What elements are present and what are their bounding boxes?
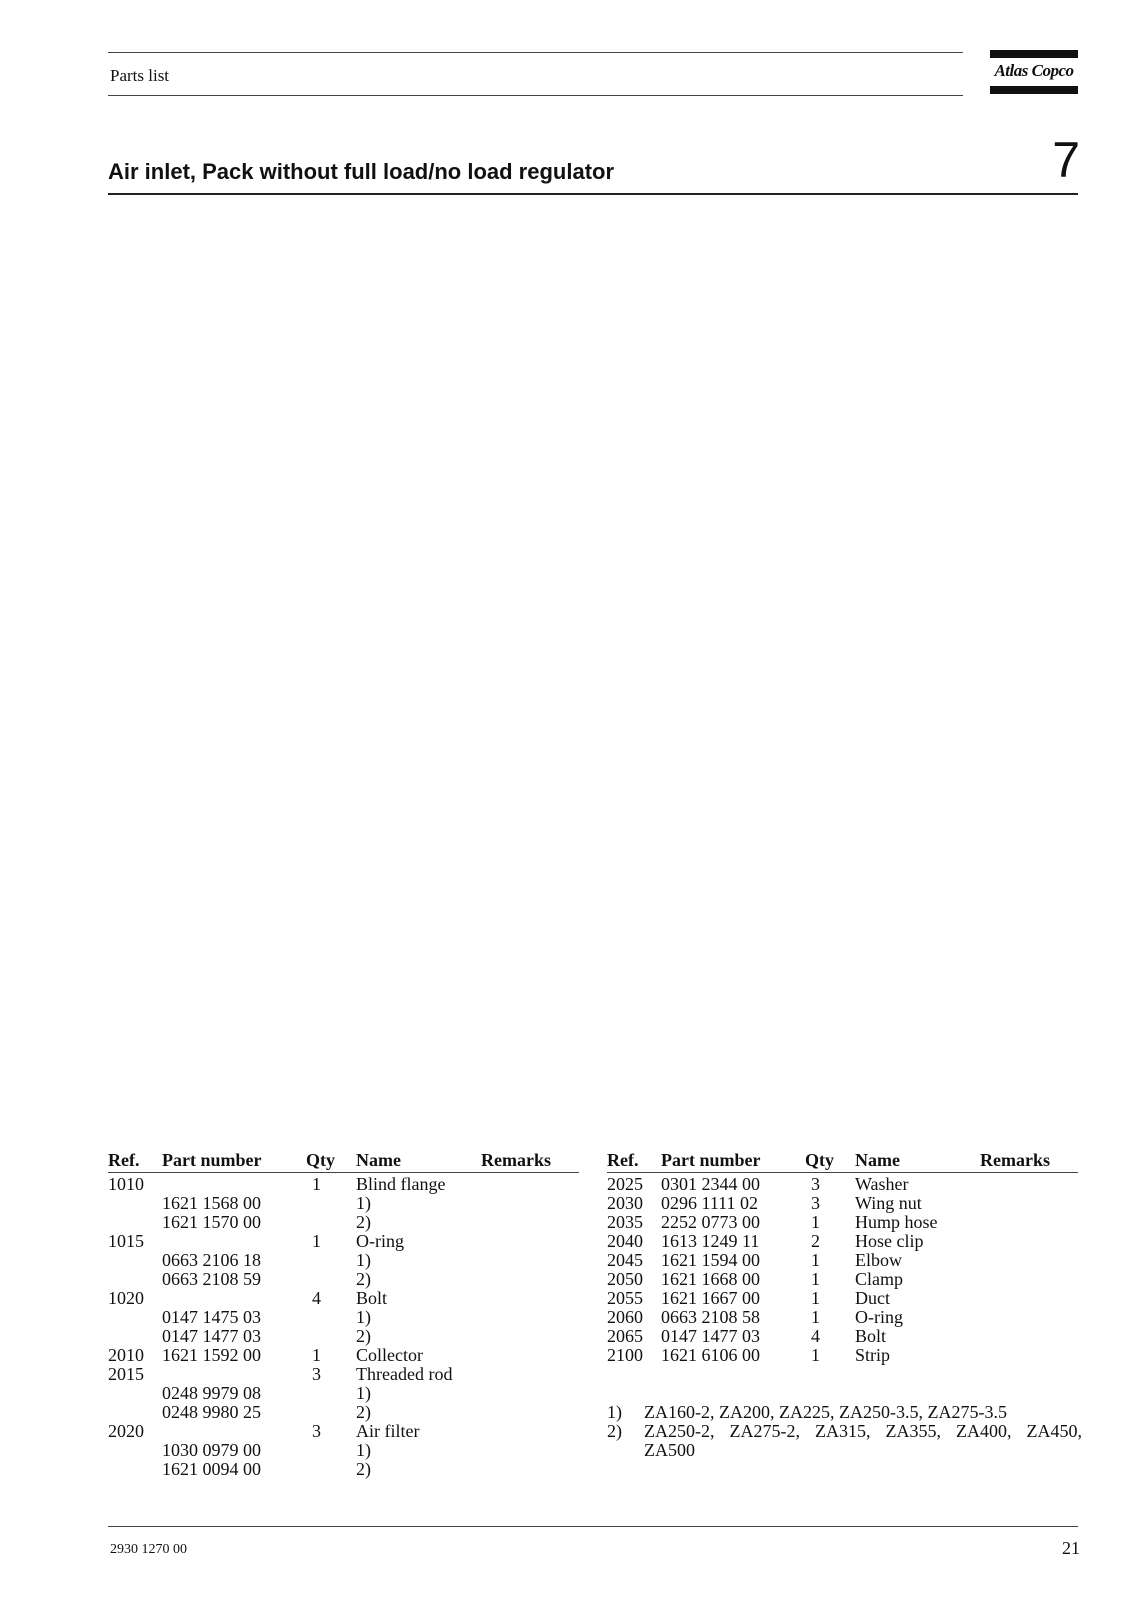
table-row xyxy=(108,1289,585,1308)
ref-cell: 2060 xyxy=(607,1307,643,1327)
table-row xyxy=(108,1194,585,1213)
part-number-cell: 1621 1667 00 xyxy=(661,1288,760,1308)
part-number-cell: 1621 1668 00 xyxy=(661,1269,760,1289)
part-number-cell: 0663 2108 58 xyxy=(661,1307,760,1327)
ref-cell xyxy=(108,1213,162,1232)
table-row xyxy=(108,1175,585,1194)
remarks-cell xyxy=(980,1270,1084,1289)
col-header-part-number: Part number xyxy=(661,1150,761,1170)
page-title: Air inlet, Pack without full load/no load regulator xyxy=(108,159,615,184)
col-header-remarks: Remarks xyxy=(481,1150,551,1170)
ref-cell xyxy=(108,1270,162,1289)
name-cell: Air filter xyxy=(356,1421,420,1441)
table-row xyxy=(108,1270,585,1289)
table-row xyxy=(108,1232,585,1251)
table-left-header-rule xyxy=(108,1172,579,1173)
ref-cell: 1020 xyxy=(108,1288,144,1308)
logo-text: Atlas Copco xyxy=(994,61,1074,80)
remarks-cell xyxy=(481,1308,585,1327)
name-cell: 2) xyxy=(356,1326,371,1346)
title-rule xyxy=(108,193,1078,195)
remarks-cell xyxy=(481,1384,585,1403)
part-number-cell: 1613 1249 11 xyxy=(661,1231,760,1251)
qty-cell: 3 xyxy=(811,1193,820,1213)
remarks-cell xyxy=(481,1194,585,1213)
ref-cell: 2045 xyxy=(607,1250,643,1270)
footnote-text: ZA160-2, ZA200, ZA225, ZA250-3.5, ZA275-3.5 xyxy=(644,1402,1007,1422)
col-header-name: Name xyxy=(855,1150,900,1170)
table-row xyxy=(108,1327,585,1346)
remarks-cell xyxy=(481,1232,585,1251)
ref-cell: 2025 xyxy=(607,1174,643,1194)
part-number-cell: 0147 1477 03 xyxy=(162,1326,261,1346)
name-cell: Hose clip xyxy=(855,1231,924,1251)
remarks-cell xyxy=(481,1441,585,1460)
ref-cell xyxy=(108,1251,162,1270)
parts-table-left xyxy=(108,1151,585,1479)
remarks-cell xyxy=(980,1346,1084,1365)
page-number: 21 xyxy=(1062,1538,1080,1558)
part-number-cell: 1030 0979 00 xyxy=(162,1440,261,1460)
part-number-cell: 1621 1570 00 xyxy=(162,1212,261,1232)
ref-cell: 2055 xyxy=(607,1288,643,1308)
qty-cell xyxy=(306,1213,356,1232)
footnote-number: 2) xyxy=(607,1421,622,1441)
ref-cell xyxy=(108,1194,162,1213)
ref-cell: 2020 xyxy=(108,1421,144,1441)
ref-cell: 2100 xyxy=(607,1345,643,1365)
ref-cell xyxy=(108,1327,162,1346)
qty-cell xyxy=(306,1441,356,1460)
table-row xyxy=(607,1346,1084,1365)
name-cell: 2) xyxy=(356,1459,371,1479)
remarks-cell xyxy=(481,1403,585,1422)
table-row xyxy=(108,1365,585,1384)
ref-cell: 2030 xyxy=(607,1193,643,1213)
qty-cell xyxy=(306,1384,356,1403)
name-cell: 1) xyxy=(356,1250,371,1270)
name-cell: Hump hose xyxy=(855,1212,938,1232)
atlas-copco-logo xyxy=(990,50,1078,96)
table-row xyxy=(607,1270,1084,1289)
remarks-cell xyxy=(980,1327,1084,1346)
footer-rule xyxy=(108,1526,1078,1527)
ref-cell: 1015 xyxy=(108,1231,144,1251)
footnote-number: 1) xyxy=(607,1402,622,1422)
qty-cell: 1 xyxy=(811,1307,820,1327)
part-number-cell: 0147 1475 03 xyxy=(162,1307,261,1327)
part-number-cell: 1621 1594 00 xyxy=(661,1250,760,1270)
table-row xyxy=(607,1175,1084,1194)
qty-cell: 1 xyxy=(811,1345,820,1365)
name-cell: Washer xyxy=(855,1174,909,1194)
name-cell: O-ring xyxy=(855,1307,903,1327)
ref-cell xyxy=(108,1308,162,1327)
remarks-cell xyxy=(481,1422,585,1441)
footnote-text: ZA250-2, ZA275-2, ZA315, ZA355, ZA400, ZA450, ZA500 xyxy=(644,1421,1082,1460)
table-row xyxy=(108,1251,585,1270)
qty-cell: 1 xyxy=(312,1345,321,1365)
name-cell: Threaded rod xyxy=(356,1364,453,1384)
table-row xyxy=(607,1289,1084,1308)
name-cell: Strip xyxy=(855,1345,891,1365)
ref-cell: 2065 xyxy=(607,1326,643,1346)
ref-cell xyxy=(108,1460,162,1479)
table-row xyxy=(607,1194,1084,1213)
remarks-cell xyxy=(980,1232,1084,1251)
qty-cell: 3 xyxy=(312,1421,321,1441)
footnotes xyxy=(607,1403,1082,1460)
qty-cell xyxy=(306,1327,356,1346)
part-number-cell: 1621 0094 00 xyxy=(162,1459,261,1479)
part-number-cell: 0296 1111 02 xyxy=(661,1193,758,1213)
remarks-cell xyxy=(481,1327,585,1346)
name-cell: Bolt xyxy=(356,1288,388,1308)
name-cell: 1) xyxy=(356,1440,371,1460)
chapter-number: 7 xyxy=(1052,132,1080,188)
col-header-ref: Ref. xyxy=(607,1150,639,1170)
part-number-cell: 0248 9979 08 xyxy=(162,1383,261,1403)
part-number-cell xyxy=(162,1175,306,1194)
remarks-cell xyxy=(980,1213,1084,1232)
qty-cell xyxy=(306,1308,356,1327)
name-cell: 1) xyxy=(356,1383,371,1403)
name-cell: Bolt xyxy=(855,1326,887,1346)
remarks-cell xyxy=(481,1251,585,1270)
part-number-cell xyxy=(162,1289,306,1308)
name-cell: 2) xyxy=(356,1212,371,1232)
name-cell: 1) xyxy=(356,1307,371,1327)
remarks-cell xyxy=(980,1194,1084,1213)
col-header-ref: Ref. xyxy=(108,1150,140,1170)
remarks-cell xyxy=(481,1365,585,1384)
remarks-cell xyxy=(481,1346,585,1365)
qty-cell: 3 xyxy=(811,1174,820,1194)
part-number-cell: 0147 1477 03 xyxy=(661,1326,760,1346)
remarks-cell xyxy=(481,1270,585,1289)
table-row xyxy=(108,1422,585,1441)
name-cell: 2) xyxy=(356,1402,371,1422)
table-row xyxy=(108,1308,585,1327)
col-header-qty: Qty xyxy=(306,1150,335,1170)
table-row xyxy=(108,1384,585,1403)
qty-cell: 3 xyxy=(312,1364,321,1384)
qty-cell xyxy=(306,1403,356,1422)
remarks-cell xyxy=(481,1213,585,1232)
name-cell: Collector xyxy=(356,1345,423,1365)
qty-cell: 1 xyxy=(312,1231,321,1251)
qty-cell: 1 xyxy=(811,1269,820,1289)
name-cell: Clamp xyxy=(855,1269,903,1289)
remarks-cell xyxy=(980,1251,1084,1270)
qty-cell xyxy=(306,1194,356,1213)
part-number-cell: 2252 0773 00 xyxy=(661,1212,760,1232)
table-row xyxy=(607,1213,1084,1232)
remarks-cell xyxy=(481,1289,585,1308)
ref-cell: 2040 xyxy=(607,1231,643,1251)
part-number-cell: 0248 9980 25 xyxy=(162,1402,261,1422)
table-row xyxy=(108,1346,585,1365)
qty-cell: 2 xyxy=(811,1231,820,1251)
col-header-part-number: Part number xyxy=(162,1150,262,1170)
document-number: 2930 1270 00 xyxy=(110,1542,187,1557)
qty-cell: 1 xyxy=(811,1288,820,1308)
part-number-cell: 0301 2344 00 xyxy=(661,1174,760,1194)
footnote xyxy=(607,1422,1082,1460)
name-cell: Wing nut xyxy=(855,1193,922,1213)
ref-cell: 2035 xyxy=(607,1212,643,1232)
name-cell: Duct xyxy=(855,1288,890,1308)
remarks-cell xyxy=(980,1289,1084,1308)
part-number-cell xyxy=(162,1232,306,1251)
col-header-remarks: Remarks xyxy=(980,1150,1050,1170)
ref-cell xyxy=(108,1403,162,1422)
part-number-cell: 1621 1592 00 xyxy=(162,1345,261,1365)
name-cell: Elbow xyxy=(855,1250,902,1270)
ref-cell: 1010 xyxy=(108,1174,144,1194)
qty-cell xyxy=(306,1270,356,1289)
part-number-cell xyxy=(162,1422,306,1441)
name-cell: O-ring xyxy=(356,1231,404,1251)
table-row xyxy=(607,1251,1084,1270)
section-label: Parts list xyxy=(110,66,170,85)
qty-cell: 1 xyxy=(811,1250,820,1270)
figure-area xyxy=(108,200,1078,1130)
remarks-cell xyxy=(481,1460,585,1479)
part-number-cell: 1621 1568 00 xyxy=(162,1193,261,1213)
remarks-cell xyxy=(980,1175,1084,1194)
table-row xyxy=(108,1403,585,1422)
name-cell: 2) xyxy=(356,1269,371,1289)
table-row xyxy=(607,1327,1084,1346)
col-header-name: Name xyxy=(356,1150,401,1170)
ref-cell: 2050 xyxy=(607,1269,643,1289)
footnote xyxy=(607,1403,1082,1422)
qty-cell: 4 xyxy=(811,1326,820,1346)
ref-cell xyxy=(108,1441,162,1460)
qty-cell: 4 xyxy=(312,1288,321,1308)
qty-cell: 1 xyxy=(811,1212,820,1232)
qty-cell: 1 xyxy=(312,1174,321,1194)
name-cell: 1) xyxy=(356,1193,371,1213)
part-number-cell: 1621 6106 00 xyxy=(661,1345,760,1365)
table-row xyxy=(607,1308,1084,1327)
remarks-cell xyxy=(481,1175,585,1194)
table-row xyxy=(108,1441,585,1460)
qty-cell xyxy=(306,1251,356,1270)
header-rule-bottom xyxy=(108,95,963,96)
remarks-cell xyxy=(980,1308,1084,1327)
logo-bar-bottom xyxy=(990,86,1078,94)
name-cell: Blind flange xyxy=(356,1174,446,1194)
logo-bar-top xyxy=(990,50,1078,58)
qty-cell xyxy=(306,1460,356,1479)
part-number-cell xyxy=(162,1365,306,1384)
table-row xyxy=(108,1460,585,1479)
col-header-qty: Qty xyxy=(805,1150,834,1170)
ref-cell xyxy=(108,1384,162,1403)
parts-table-right xyxy=(607,1151,1084,1365)
header-rule-top xyxy=(108,52,963,53)
table-row xyxy=(108,1213,585,1232)
table-right-header-rule xyxy=(607,1172,1078,1173)
table-row xyxy=(607,1232,1084,1251)
part-number-cell: 0663 2106 18 xyxy=(162,1250,261,1270)
ref-cell: 2010 xyxy=(108,1345,144,1365)
ref-cell: 2015 xyxy=(108,1364,144,1384)
part-number-cell: 0663 2108 59 xyxy=(162,1269,261,1289)
